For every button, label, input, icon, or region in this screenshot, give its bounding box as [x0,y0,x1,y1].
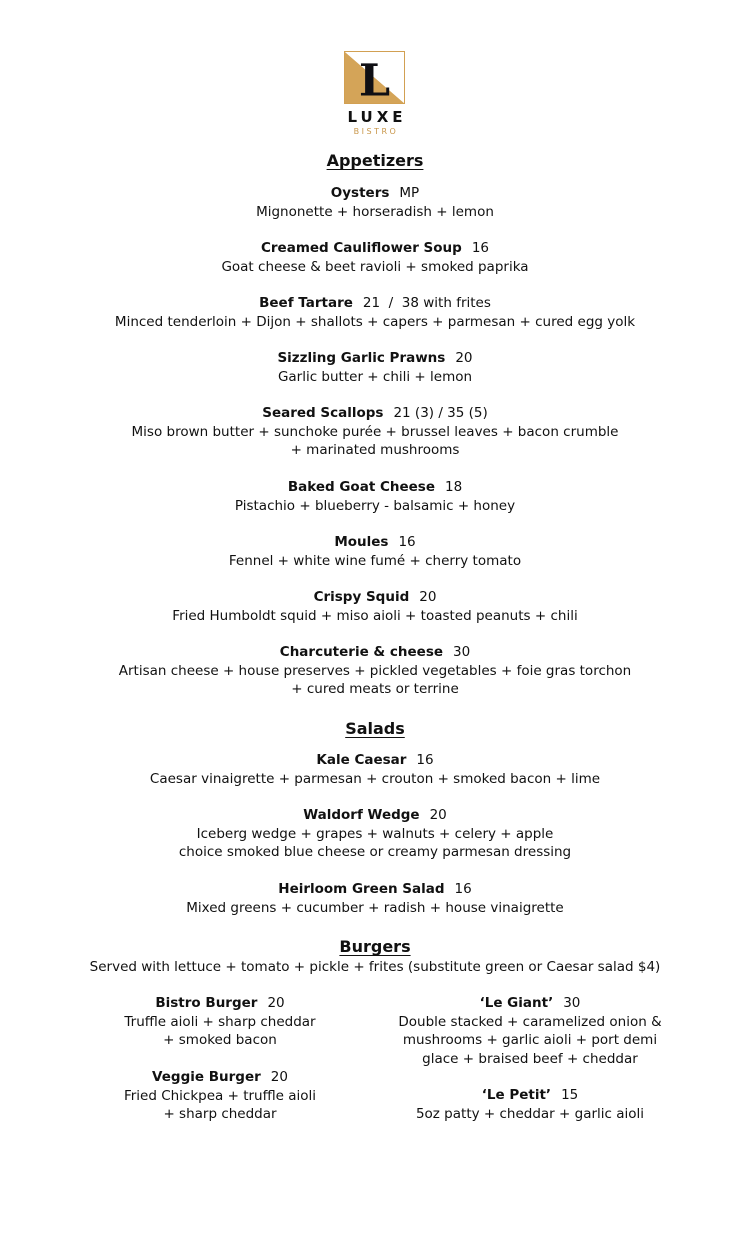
menu-item [0,294,750,331]
item-description: Fried Humboldt squid + miso aioli + toasted peanuts + chili [172,607,578,624]
item-description: Mixed greens + cucumber + radish + house vinaigrette [186,899,564,916]
brand-name: LUXE [347,108,407,126]
item-description: Caesar vinaigrette + parmesan + crouton + smoked bacon + lime [149,770,601,787]
menu-item [0,239,750,276]
item-description: + cured meats or terrine [291,681,459,697]
item-name: Kale Caesar [316,752,407,768]
item-name: Sizzling Garlic Prawns [277,350,446,366]
item-name: Creamed Cauliflower Soup [260,240,462,256]
item-description: Pistachio + blueberry - balsamic + honey [234,497,516,514]
logo-icon [344,51,405,104]
item-description: Double stacked + caramelized onion & [398,1013,662,1030]
item-name: Seared Scallops [262,405,384,421]
item-description: + sharp cheddar [163,1106,277,1122]
item-price: 21 (3) / 35 (5) [393,405,488,421]
item-description: Fennel + white wine fumé + cherry tomato [228,552,522,569]
item-description: Artisan cheese + house preserves + pickled vegetables + foie gras torchon [118,662,632,679]
item-name: Bistro Burger [155,995,258,1011]
menu-item [390,1086,670,1123]
item-description: + marinated mushrooms [290,442,460,458]
item-price: 20 [429,807,447,823]
item-description: mushrooms + garlic aioli + port demi [402,1032,658,1048]
item-price: 16 [416,752,434,768]
item-name: ‘Le Petit’ [481,1087,552,1103]
item-price: 18 [445,479,463,495]
item-price: 15 [561,1087,579,1103]
item-price: 20 [270,1069,288,1085]
item-price: 30 [563,995,581,1011]
item-description: choice smoked blue cheese or creamy parmesan dressing [178,844,572,860]
menu-item [0,184,750,221]
item-price: 20 [455,350,473,366]
item-price: 30 [453,644,471,660]
item-description: Iceberg wedge + grapes + walnuts + celery + apple [196,825,554,842]
item-name: ‘Le Giant’ [479,995,554,1011]
item-price: 20 [419,589,437,605]
item-description: + smoked bacon [163,1032,277,1048]
item-description: Goat cheese & beet ravioli + smoked paprika [221,258,529,275]
item-description: Fried Chickpea + truffle aioli [123,1087,317,1104]
item-description: Mignonette + horseradish + lemon [256,203,494,220]
menu-item [0,751,750,788]
menu-item [0,533,750,570]
menu-item [0,588,750,625]
menu-item [0,404,750,460]
item-name: Charcuterie & cheese [279,644,444,660]
item-price: 16 [471,240,490,256]
item-name: Heirloom Green Salad [278,881,445,897]
item-price: 16 [454,881,472,897]
menu-item [90,1068,350,1124]
menu-item [0,643,750,699]
item-price: 20 [267,995,285,1011]
item-name: Moules [334,534,389,550]
menu-item [90,994,350,1050]
section-title-salads: Salads [345,719,405,738]
brand-subtitle: BISTRO [353,127,399,136]
menu-item [0,806,750,862]
item-description: 5oz patty + cheddar + garlic aioli [415,1105,645,1122]
item-description: Truffle aioli + sharp cheddar [124,1013,316,1030]
svg-text:L: L [358,54,391,103]
item-name: Veggie Burger [152,1069,261,1085]
item-name: Oysters [330,185,390,201]
burgers-note: Served with lettuce + tomato + pickle + frites (substitute green or Caesar salad $4) [89,959,661,975]
item-name: Baked Goat Cheese [287,479,435,495]
menu-item [390,994,670,1068]
section-title-burgers: Burgers [339,937,411,956]
item-description: glace + braised beef + cheddar [422,1050,638,1067]
item-description: Minced tenderloin + Dijon + shallots + capers + parmesan + cured egg yolk [114,313,636,330]
menu-item [0,349,750,386]
item-name: Beef Tartare [259,295,353,311]
item-price: 21 / 38 with frites [362,295,491,311]
item-name: Crispy Squid [313,589,410,605]
item-description: Garlic butter + chili + lemon [277,368,473,385]
item-price: MP [399,185,420,201]
section-title-appetizers: Appetizers [326,151,424,170]
item-price: 16 [398,534,416,550]
item-name: Waldorf Wedge [303,807,420,823]
menu-item [0,478,750,515]
menu-item [0,880,750,917]
item-description: Miso brown butter + sunchoke purée + brussel leaves + bacon crumble [131,423,619,440]
